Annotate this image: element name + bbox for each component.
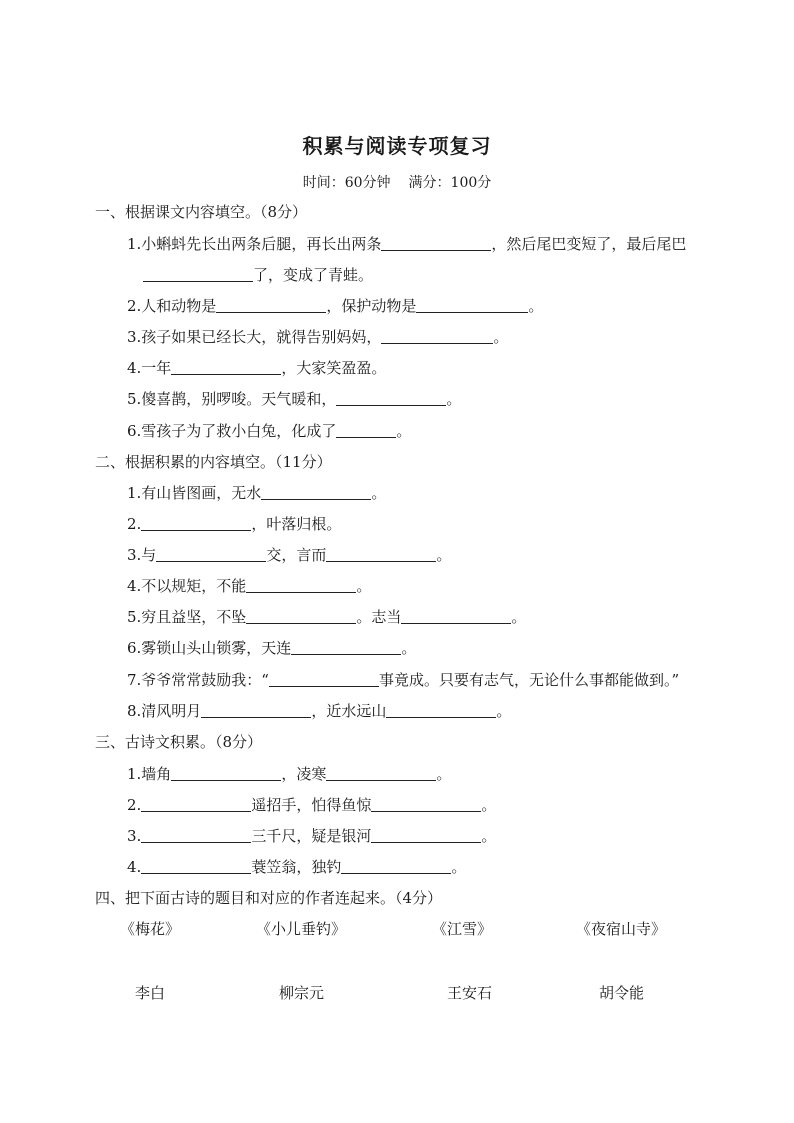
page-title: 积累与阅读专项复习	[302, 134, 492, 158]
answer-blank[interactable]	[371, 795, 481, 812]
section-1-heading: 一、根据课文内容填空。（8分）	[95, 203, 308, 221]
answer-blank[interactable]	[141, 795, 251, 812]
s2-q3: 3.与 交，言而 。	[127, 546, 452, 564]
poet-row	[0, 982, 794, 1006]
answer-blank[interactable]	[416, 296, 528, 313]
answer-blank[interactable]	[171, 764, 281, 781]
answer-blank[interactable]	[143, 265, 253, 282]
poem-title[interactable]: 《江雪》	[432, 920, 493, 938]
answer-blank[interactable]	[216, 296, 326, 313]
poem-title[interactable]: 《小儿垂钓》	[256, 920, 347, 938]
answer-blank[interactable]	[246, 576, 356, 593]
s1-q6: 6.雪孩子为了救小白兔，化成了 。	[127, 422, 412, 440]
s1-q1-line2: 了，变成了青蛙。	[143, 264, 373, 286]
poet-name[interactable]: 柳宗元	[279, 984, 325, 1002]
answer-blank[interactable]	[381, 327, 493, 344]
s2-q4: 4.不以规矩，不能 。	[127, 577, 372, 595]
s2-q8: 8.清风明月 ，近水远山 。	[127, 702, 512, 720]
poet-name[interactable]: 胡令能	[599, 984, 645, 1002]
s2-q2: 2. ，叶落归根。	[127, 515, 342, 533]
answer-blank[interactable]	[341, 857, 451, 874]
poet-name[interactable]: 李白	[135, 984, 166, 1002]
poet-name[interactable]: 王安石	[447, 984, 493, 1002]
answer-blank[interactable]	[291, 638, 401, 655]
time-limit: 时间：60分钟	[302, 175, 391, 191]
answer-blank[interactable]	[141, 514, 251, 531]
answer-blank[interactable]	[156, 545, 266, 562]
answer-blank[interactable]	[201, 701, 311, 718]
answer-blank[interactable]	[381, 234, 491, 251]
answer-blank[interactable]	[401, 607, 511, 624]
answer-blank[interactable]	[326, 764, 436, 781]
answer-blank[interactable]	[326, 545, 436, 562]
answer-blank[interactable]	[261, 483, 371, 500]
s3-q4: 4. 蓑笠翁，独钓 。	[127, 858, 467, 876]
full-score: 满分：100分	[408, 175, 492, 191]
section-3-heading: 三、古诗文积累。（8分）	[95, 733, 263, 751]
answer-blank[interactable]	[269, 670, 379, 687]
answer-blank[interactable]	[141, 857, 251, 874]
s1-q4: 4.一年 ，大家笑盈盈。	[127, 359, 387, 377]
s2-q1: 1.有山皆图画，无水 。	[127, 484, 387, 502]
s3-q2: 2. 遥招手，怕得鱼惊 。	[127, 796, 497, 814]
answer-blank[interactable]	[336, 389, 446, 406]
poem-title[interactable]: 《梅花》	[120, 920, 181, 938]
poem-title[interactable]: 《夜宿山寺》	[576, 920, 667, 938]
answer-blank[interactable]	[141, 826, 251, 843]
answer-blank[interactable]	[371, 826, 481, 843]
answer-blank[interactable]	[171, 358, 281, 375]
answer-blank[interactable]	[336, 421, 396, 438]
s3-q1: 1.墙角 ，凌寒 。	[127, 765, 452, 783]
section-4-heading: 四、把下面古诗的题目和对应的作者连起来。（4分）	[95, 889, 443, 907]
s1-q3: 3.孩子如果已经长大，就得告别妈妈， 。	[127, 328, 509, 346]
s1-q2: 2.人和动物是 ，保护动物是 。	[127, 297, 544, 315]
s2-q5: 5.穷且益坚，不坠 。志当 。	[127, 608, 527, 626]
answer-blank[interactable]	[246, 607, 356, 624]
answer-blank[interactable]	[386, 701, 496, 718]
s1-q5: 5.傻喜鹊，别啰唆。天气暖和， 。	[127, 390, 462, 408]
exam-info	[0, 172, 794, 192]
poem-title-row	[0, 918, 794, 942]
s3-q3: 3. 三千尺，疑是银河 。	[127, 827, 497, 845]
s2-q7: 7.爷爷常常鼓励我：“ 事竟成。只要有志气，无论什么事都能做到。”	[127, 671, 680, 689]
section-2-heading: 二、根据积累的内容填空。（11分）	[95, 453, 332, 471]
s1-q1-line1: 1.小蝌蚪先长出两条后腿，再长出两条 ，然后尾巴变短了，最后尾巴	[127, 235, 687, 253]
s2-q6: 6.雾锁山头山锁雾，天连 。	[127, 639, 417, 657]
